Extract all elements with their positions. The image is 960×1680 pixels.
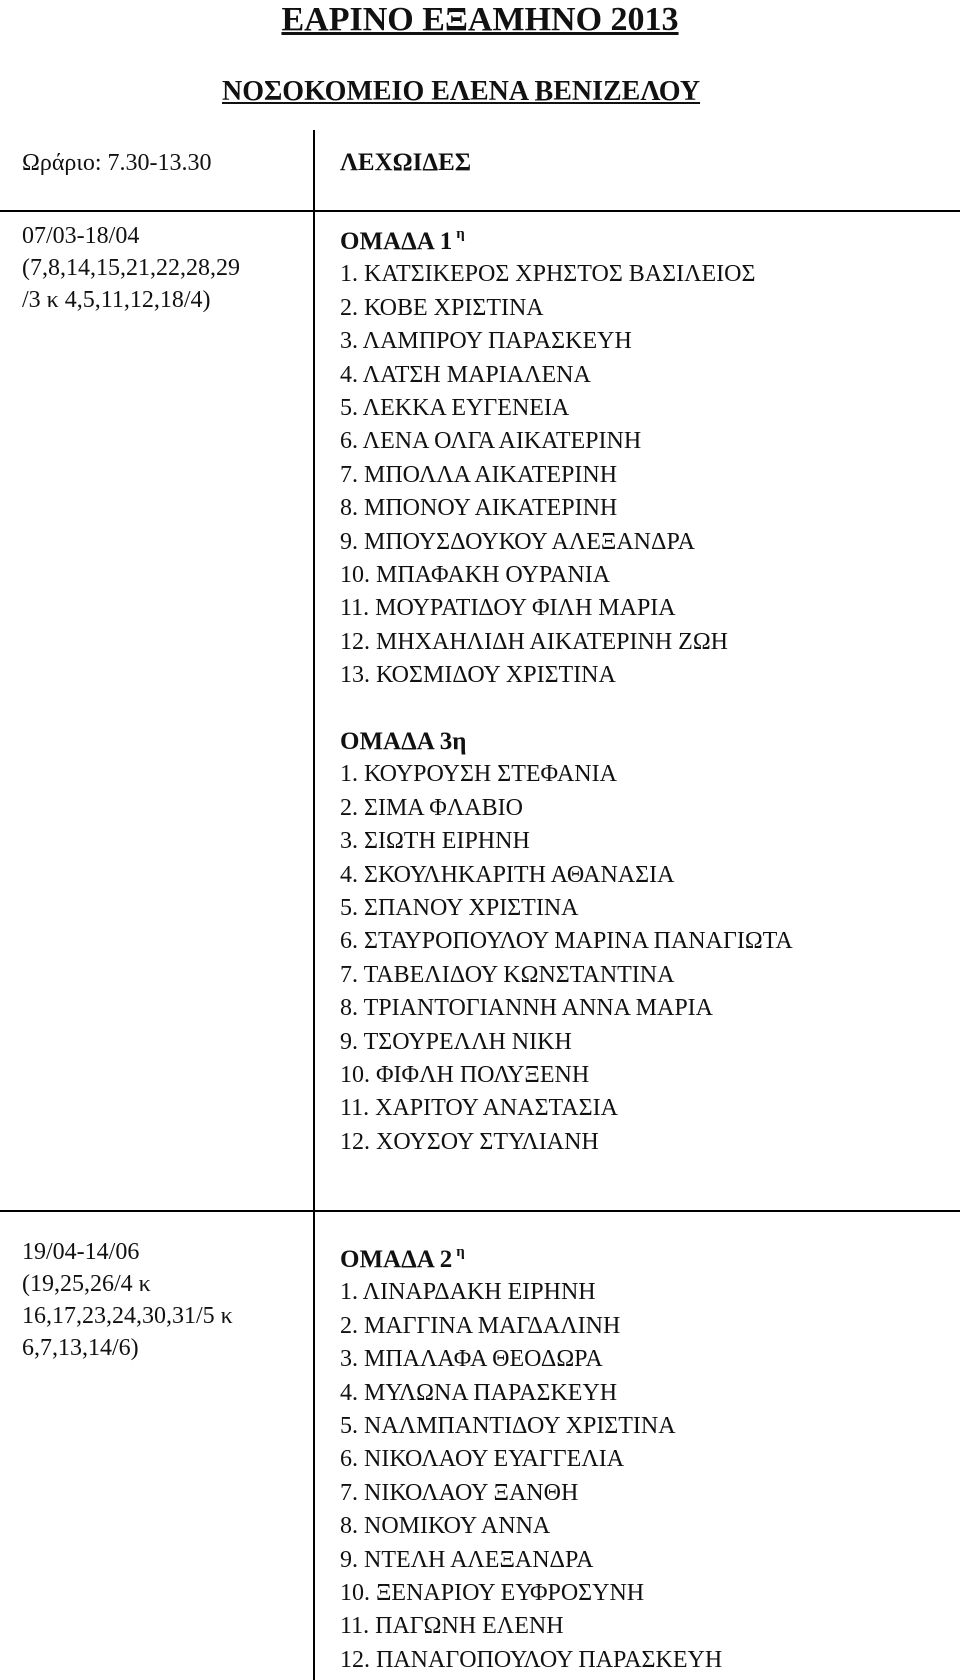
list-item: 3. ΣΙΩΤΗ ΕΙΡΗΝΗ [340, 828, 530, 855]
period-1-days-line-2: /3 κ 4,5,11,12,18/4) [22, 287, 211, 313]
list-item: 1. ΛΙΝΑΡΔΑΚΗ ΕΙΡΗΝΗ [340, 1279, 596, 1306]
list-item: 8. ΝΟΜΙΚΟΥ ΑΝΝΑ [340, 1513, 551, 1540]
period-2-days-line-3: 6,7,13,14/6) [22, 1335, 139, 1361]
list-item: 11. ΧΑΡΙΤΟΥ ΑΝΑΣΤΑΣΙΑ [340, 1095, 618, 1122]
list-item: 8. ΤΡΙΑΝΤΟΓΙΑΝΝΗ ΑΝΝΑ ΜΑΡΙΑ [340, 995, 714, 1022]
hours-label: Ωράριο: 7.30-13.30 [22, 150, 212, 176]
period-2-days-line-1: (19,25,26/4 κ [22, 1271, 151, 1297]
list-item: 12. ΧΟΥΣΟΥ ΣΤΥΛΙΑΝΗ [340, 1128, 599, 1155]
period-1-dates: 07/03-18/04 [22, 223, 140, 249]
list-item: 12. ΠΑΝΑΓΟΠΟΥΛΟΥ ΠΑΡΑΣΚΕΥΗ [340, 1646, 723, 1673]
list-item: 5. ΛΕΚΚΑ ΕΥΓΕΝΕΙΑ [340, 395, 570, 422]
group-3-title: ΟΜΑΔΑ 3η [340, 728, 467, 755]
list-item: 9. ΝΤΕΛΗ ΑΛΕΞΑΝΔΡΑ [340, 1546, 594, 1573]
list-item: 10. ΜΠΑΦΑΚΗ ΟΥΡΑΝΙΑ [340, 562, 611, 589]
list-item: 2. ΜΑΓΓΙΝΑ ΜΑΓΔΑΛΙΝΗ [340, 1312, 621, 1339]
list-item: 2. ΣΙΜΑ ΦΛΑΒΙΟ [340, 794, 523, 821]
list-item: 2. ΚΟΒΕ ΧΡΙΣΤΙΝΑ [340, 294, 544, 321]
list-item: 10. ΦΙΦΛΗ ΠΟΛΥΞΕΝΗ [340, 1062, 590, 1089]
group-2 [340, 1236, 722, 1677]
period-2-dates: 19/04-14/06 [22, 1239, 140, 1265]
list-item: 11. ΜΟΥΡΑΤΙΔΟΥ ΦΙΛΗ ΜΑΡΙΑ [340, 595, 676, 622]
list-item: 9. ΤΣΟΥΡΕΛΛΗ ΝΙΚΗ [340, 1028, 572, 1055]
list-item: 4. ΣΚΟΥΛΗΚΑΡΙΤΗ ΑΘΑΝΑΣΙΑ [340, 861, 675, 888]
list-item: 6. ΛΕΝΑ ΟΛΓΑ ΑΙΚΑΤΕΡΙΝΗ [340, 428, 642, 455]
list-item: 8. ΜΠΟΝΟΥ ΑΙΚΑΤΕΡΙΝΗ [340, 495, 618, 522]
period-1-days-line-1: (7,8,14,15,21,22,28,29 [22, 255, 240, 281]
list-item: 3. ΛΑΜΠΡΟΥ ΠΑΡΑΣΚΕΥΗ [340, 328, 632, 355]
list-item: 13. ΚΟΣΜΙΔΟΥ ΧΡΙΣΤΙΝΑ [340, 662, 616, 689]
group-1-members [340, 258, 755, 692]
list-item: 7. ΜΠΟΛΛΑ ΑΙΚΑΤΕΡΙΝΗ [340, 461, 618, 488]
row-divider-header [0, 210, 960, 212]
column-header-maternity: ΛΕΧΩΙΔΕΣ [340, 149, 472, 176]
period-1 [22, 220, 240, 316]
list-item: 6. ΣΤΑΥΡΟΠΟΥΛΟΥ ΜΑΡΙΝΑ ΠΑΝΑΓΙΩΤΑ [340, 928, 793, 955]
group-2-title: ΟΜΑΔΑ 2 $^\eta$ [340, 1244, 465, 1273]
list-item: 4. ΛΑΤΣΗ ΜΑΡΙΑΛΕΝΑ [340, 361, 591, 388]
group-3 [340, 725, 793, 1159]
column-divider [313, 130, 315, 1680]
row-divider-period [0, 1210, 960, 1212]
list-item: 5. ΝΑΛΜΠΑΝΤΙΔΟΥ ΧΡΙΣΤΙΝΑ [340, 1413, 676, 1440]
list-item: 7. ΤΑΒΕΛΙΔΟΥ ΚΩΝΣΤΑΝΤΙΝΑ [340, 961, 675, 988]
list-item: 1. ΚΟΥΡΟΥΣΗ ΣΤΕΦΑΝΙΑ [340, 761, 617, 788]
hospital-subtitle: ΝΟΣΟΚΟΜΕΙΟ ΕΛΕΝΑ ΒΕΝΙΖΕΛΟΥ [222, 76, 701, 107]
list-item: 10. ΞΕΝΑΡΙΟΥ ΕΥΦΡΟΣΥΝΗ [340, 1580, 645, 1607]
list-item: 11. ΠΑΓΩΝΗ ΕΛΕΝΗ [340, 1613, 564, 1640]
group-2-members [340, 1276, 722, 1677]
list-item: 6. ΝΙΚΟΛΑΟΥ ΕΥΑΓΓΕΛΙΑ [340, 1446, 625, 1473]
period-2 [22, 1236, 233, 1364]
period-2-days-line-2: 16,17,23,24,30,31/5 κ [22, 1303, 233, 1329]
group-3-members [340, 758, 793, 1159]
list-item: 3. ΜΠΑΛΑΦΑ ΘΕΟΔΩΡΑ [340, 1346, 603, 1373]
list-item: 4. ΜΥΛΩΝΑ ΠΑΡΑΣΚΕΥΗ [340, 1379, 618, 1406]
page-title: ΕΑΡΙΝΟ ΕΞΑΜΗΝΟ 2013 [281, 1, 679, 38]
group-1 [340, 218, 755, 693]
list-item: 12. ΜΗΧΑΗΛΙΔΗ ΑΙΚΑΤΕΡΙΝΗ ΖΩΗ [340, 628, 729, 655]
list-item: 1. ΚΑΤΣΙΚΕΡΟΣ ΧΡΗΣΤΟΣ ΒΑΣΙΛΕΙΟΣ [340, 261, 756, 288]
list-item: 7. ΝΙΚΟΛΑΟΥ ΞΑΝΘΗ [340, 1479, 579, 1506]
list-item: 9. ΜΠΟΥΣΔΟΥΚΟΥ ΑΛΕΞΑΝΔΡΑ [340, 528, 695, 555]
group-1-title: ΟΜΑΔΑ 1 $^\eta$ [340, 226, 465, 255]
list-item: 5. ΣΠΑΝΟΥ ΧΡΙΣΤΙΝΑ [340, 895, 579, 922]
